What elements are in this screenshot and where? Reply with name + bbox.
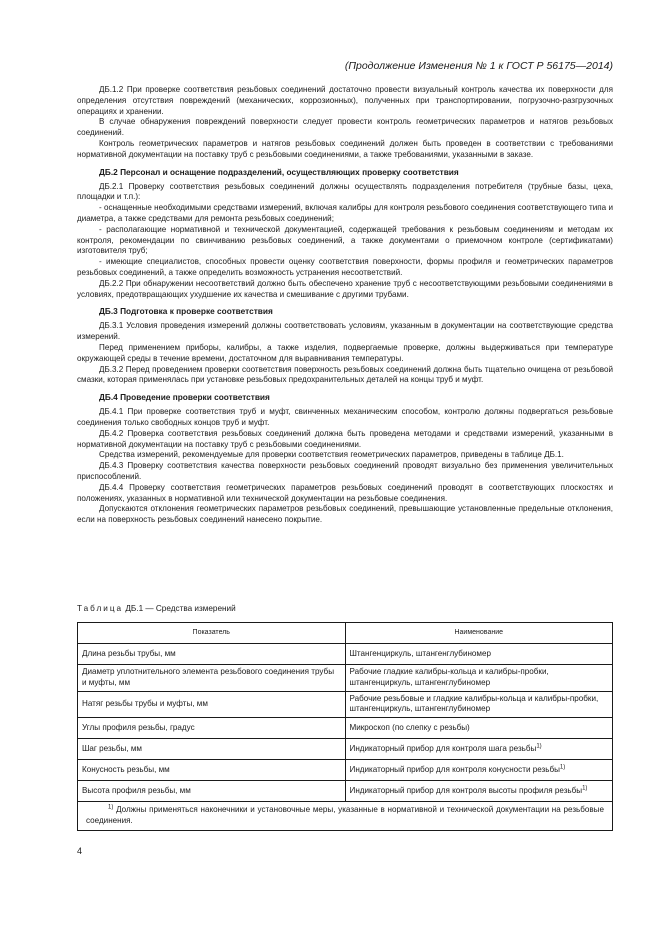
table-cell <box>345 760 613 781</box>
measurement-table <box>77 622 613 831</box>
paragraph: Допускаются отклонения геометрических параметров резьбовых соединений, превышающие установленные предельные отклонения, если на поверхность резьбовых соединений нанесено покрытие. <box>77 504 613 525</box>
section-heading-db3: ДБ.3 Подготовка к проверке соответствия <box>99 306 273 317</box>
paragraph: ДБ.4.4 Проверку соответствия геометрических параметров резьбовых соединений проводят в соответствующих плоскостях и положениях, указанных в нормативной или технической документации на резьбовые соединения. <box>77 482 613 503</box>
table-header-row <box>78 623 613 644</box>
section-heading-db4: ДБ.4 Проведение проверки соответствия <box>99 392 270 403</box>
page-number: 4 <box>77 846 83 856</box>
table-row <box>78 718 613 739</box>
paragraph: ДБ.4.2 Проверка соответствия резьбовых соединений должна быть проведена методами и средствами измерений, указанными в нормативной документации на поставку труб с резьбовыми соединениями. <box>77 428 613 449</box>
table-row <box>78 691 613 718</box>
paragraph: ДБ.4.3 Проверку соответствия качества поверхности резьбовых соединений проводят визуально без применения увеличительных приспособлений. <box>77 461 613 481</box>
table-cell: Диаметр уплотнительного элемента резьбового соединения трубы и муфты, мм <box>78 665 346 692</box>
page-header: (Продолжение Изменения № 1 к ГОСТ Р 56175—2014) <box>344 60 613 72</box>
paragraph: ДБ.2.2 При обнаружении несоответствий должно быть обеспечено хранение труб с несоответствующими резьбовыми соединениями в условиях, предотвращающих ухудшение их качества и смешивание с другими трубами. <box>77 278 613 299</box>
table-footnote <box>86 805 604 827</box>
paragraph: ДБ.3.2 Перед проведением проверки соответствия поверхность резьбовых соединений должна быть тщательно очищена от резьбовой смазки, которая применялась при установке резьбовых предохранительных деталей на концы труб и муфт. <box>77 364 613 385</box>
table-cell-text: Индикаторный прибор для контроля шага резьбы <box>349 743 537 753</box>
paragraph: ДБ.3.1 Условия проведения измерений должны соответствовать условиям, указанным в документации на соответствующие средства измерений. <box>77 321 613 342</box>
table-footnote-cell <box>78 802 613 831</box>
table-cell <box>345 739 613 760</box>
table-cell: Микроскоп (по слепку с резьбы) <box>345 718 613 739</box>
table-row <box>78 644 613 665</box>
paragraph: ДБ.4.1 При проверке соответствия труб и муфт, свинченных механическим способом, контролю должны подвергаться резьбовые соединения только свободных концов труб и муфт. <box>77 407 613 427</box>
document-body <box>77 85 613 526</box>
table-cell: Штангенциркуль, штангенглубиномер <box>345 644 613 665</box>
paragraph: - оснащенные необходимыми средствами измерений, включая калибры для контроля резьбового соединения соответствующего типа и диаметра, а также средствами для ремонта резьбовых соединений; <box>77 203 613 223</box>
table-cell: Длина резьбы трубы, мм <box>78 644 346 665</box>
paragraph: В случае обнаружения повреждений поверхности следует провести контроль геометрических параметров и натягов резьбовых соединений. <box>77 117 613 138</box>
table-cell: Рабочие гладкие калибры-кольца и калибры-пробки, штангенциркуль, штангенглубиномер <box>345 665 613 692</box>
table-cell: Углы профиля резьбы, градус <box>78 718 346 739</box>
table-footnote-row <box>78 802 613 831</box>
section-db2-paragraphs <box>77 182 613 301</box>
paragraph: ДБ.1.2 При проверке соответствия резьбовых соединений достаточно провести визуальный контроль качества их поверхности для определения отсутствия повреждений (механических, коррозионных), полученных при транспортировании, погрузочно-разгрузочных операциях и хранении. <box>77 85 613 116</box>
table-cell: Конусность резьбы, мм <box>78 760 346 781</box>
table-cell: Высота профиля резьбы, мм <box>78 781 346 802</box>
table-row <box>78 665 613 692</box>
footnote-marker: 1) <box>582 785 588 792</box>
table-row <box>78 739 613 760</box>
section-db3-paragraphs <box>77 321 613 386</box>
paragraph: Средства измерений, рекомендуемые для проверки соответствия геометрических параметров, приведены в таблице ДБ.1. <box>99 450 564 460</box>
section-heading-db2: ДБ.2 Персонал и оснащение подразделений, осуществляющих проверку соответствия <box>99 166 459 177</box>
footnote-marker: 1) <box>559 764 566 771</box>
table-cell-text: Индикаторный прибор для контроля конусности резьбы <box>349 764 560 774</box>
footnote-marker: 1) <box>108 804 114 811</box>
section-db1-paragraphs <box>77 85 613 161</box>
section-db4-paragraphs <box>77 407 613 526</box>
table-caption-prefix: Таблица <box>77 604 124 613</box>
paragraph: Перед применением приборы, калибры, а также изделия, подвергаемые проверке, должны выдерживаться при температуре окружающей среды в течение времени, достаточном для выравнивания температуры. <box>77 342 613 363</box>
table-caption <box>77 604 236 613</box>
column-header: Показатель <box>78 623 346 644</box>
table-cell <box>345 781 613 802</box>
table-cell-text: Индикаторный прибор для контроля высоты профиля резьбы <box>349 785 583 795</box>
table-cell: Рабочие резьбовые и гладкие калибры-кольца и калибры-пробки, штангенциркуль, штангенглубиномер <box>345 691 613 718</box>
table-caption-title: ДБ.1 — Средства измерений <box>125 604 236 613</box>
paragraph: - располагающие нормативной и технической документацией, содержащей требования к резьбовым соединениям и методам их контроля, рекомендации по свинчиванию резьбовых соединений, а также документами о приемочном контроле (сертификатами) изготовителя труб; <box>77 224 613 256</box>
footnote-text: Должны применяться наконечники и установочные меры, указанные в нормативной и технической документации на резьбовые соединения. <box>86 805 604 825</box>
column-header: Наименование <box>345 623 613 644</box>
table-row <box>78 781 613 802</box>
paragraph: - имеющие специалистов, способных провести оценку соответствия поверхности, формы профиля и геометрических параметров резьбовых соединений, а также определить возможность устранения несоответствий. <box>77 257 613 277</box>
footnote-marker: 1) <box>536 743 542 750</box>
table-cell: Шаг резьбы, мм <box>78 739 346 760</box>
paragraph: ДБ.2.1 Проверку соответствия резьбовых соединений должны осуществлять подразделения потребителя (трубные базы, цеха, площадки и т.п.): <box>77 181 613 202</box>
table-cell: Натяг резьбы трубы и муфты, мм <box>78 691 346 718</box>
paragraph: Контроль геометрических параметров и натягов резьбовых соединений должен быть проведен в соответствии с требованиями нормативной документации на поставку труб с резьбовыми соединениями, а также требованиями, указанными в заказе. <box>77 138 613 159</box>
table-row <box>78 760 613 781</box>
